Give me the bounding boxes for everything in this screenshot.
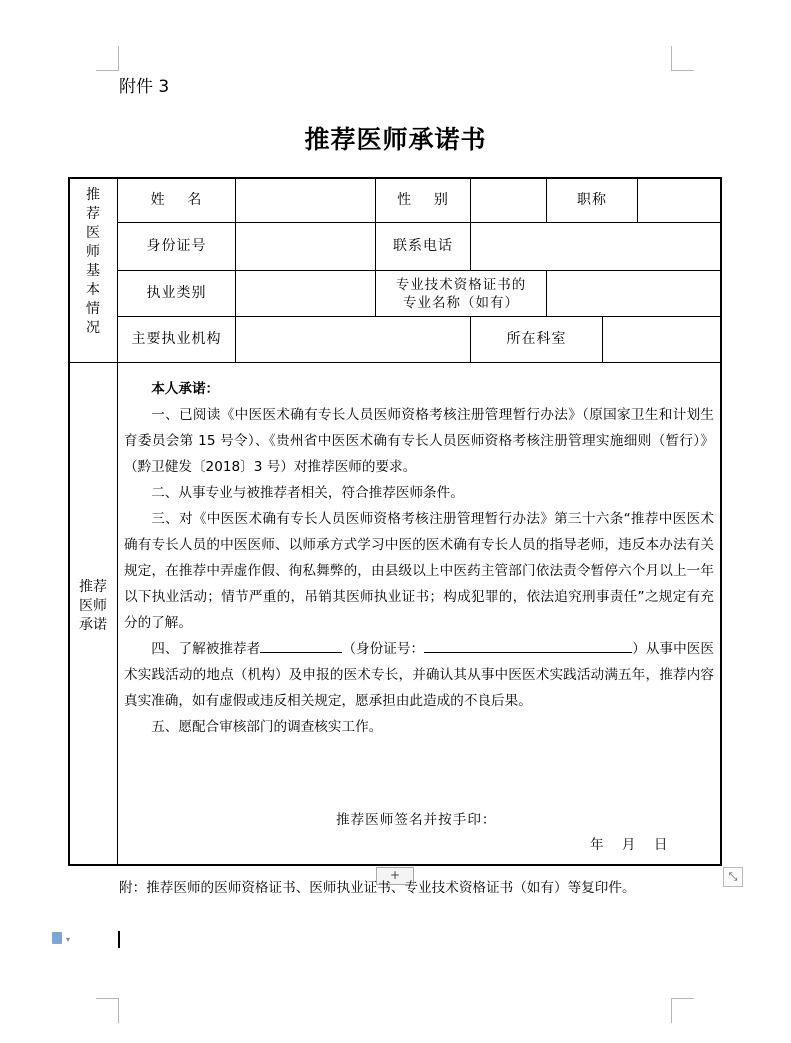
label-practice-category: 执业类别 (146, 285, 207, 301)
promise-item-3: 三、对《中医医术确有专长人员医师资格考核注册管理暂行办法》第三十六条“推荐中医医术确有专长人员的中医医师、以师承方式学习中医的医术确有专长人员的指导老师，违反本办法有关规定，在推荐中弄虚作假、徇私舞弊的，由县级以上中医药主管部门依法责令暂停六个月以上一年以下执业活动；情节严重的，吊销其医师执业证书；构成犯罪的，依法追究刑事责任”之规定有充分的了解。 (124, 511, 714, 631)
promise-item-5: 五、愿配合审核部门的调查核实工作。 (151, 719, 383, 735)
page-corner-mark (671, 46, 694, 71)
input-title[interactable] (638, 179, 720, 222)
input-main-institution[interactable] (236, 317, 470, 362)
input-phone[interactable] (471, 223, 720, 270)
promise-body (124, 376, 714, 740)
promise-item-4: 四、了解被推荐者 （身份证号： ）从事中医医术实践活动的地点（机构）及申报的医术专长，并确认其从事中医医术实践活动满五年，推荐内容真实准确，如有虚假或违反相关规定，愿承担由此造成的不良后果。 (124, 636, 714, 714)
label-id-number: 身份证号 (146, 238, 207, 254)
document-icon[interactable] (52, 932, 62, 944)
input-gender[interactable] (471, 179, 546, 222)
page-corner-mark (96, 46, 119, 71)
label-gender: 性 别 (397, 192, 449, 208)
document-title: 推荐医师承诺书 (304, 125, 487, 154)
input-department[interactable] (603, 317, 720, 362)
recommendee-name-blank[interactable] (260, 636, 342, 653)
section-label-basic-info: 推 荐 医 师 基 本 情 况 (86, 187, 100, 336)
label-department: 所在科室 (506, 331, 567, 347)
promise-item-1: 一、已阅读《中医医术确有专长人员医师资格考核注册管理暂行办法》（原国家卫生和计划生育委员会第 15 号令）、《贵州省中医医术确有专长人员医师资格考核注册管理实施细则（暂行）》（黔卫健发〔2018〕3 号）对推荐医师的要求。 (124, 407, 714, 475)
text-cursor (118, 931, 120, 948)
promise-heading: 本人承诺： (151, 381, 220, 397)
input-id-number[interactable] (236, 223, 375, 270)
date-label: 年 月 日 (590, 837, 668, 853)
input-cert-major[interactable] (547, 271, 720, 316)
label-title: 职称 (577, 192, 607, 208)
chevron-down-icon[interactable]: ▾ (66, 935, 71, 944)
table-add-row-handle[interactable]: + (376, 867, 414, 885)
attachment-label: 附件 3 (119, 77, 170, 97)
signature-label: 推荐医师签名并按手印： (336, 812, 497, 828)
page-corner-mark (96, 998, 119, 1023)
recommendee-id-blank[interactable] (424, 636, 632, 653)
label-phone: 联系电话 (393, 238, 453, 254)
attachment-note: 附：推荐医师的医师资格证书、医师执业证书、专业技术资格证书（如有）等复印件。 (119, 880, 636, 896)
page-corner-mark (671, 998, 694, 1023)
label-name: 姓 名 (150, 192, 203, 208)
input-practice-category[interactable] (236, 271, 375, 316)
label-cert-major: 专业技术资格证书的 专业名称（如有） (395, 276, 527, 311)
promise-item-2: 二、从事专业与被推荐者相关，符合推荐医师条件。 (151, 485, 464, 501)
section-label-promise: 推荐 医师 承诺 (79, 579, 107, 633)
input-name[interactable] (236, 179, 375, 222)
table-resize-handle[interactable]: ⤡ (723, 867, 743, 887)
label-main-institution: 主要执业机构 (131, 331, 222, 347)
